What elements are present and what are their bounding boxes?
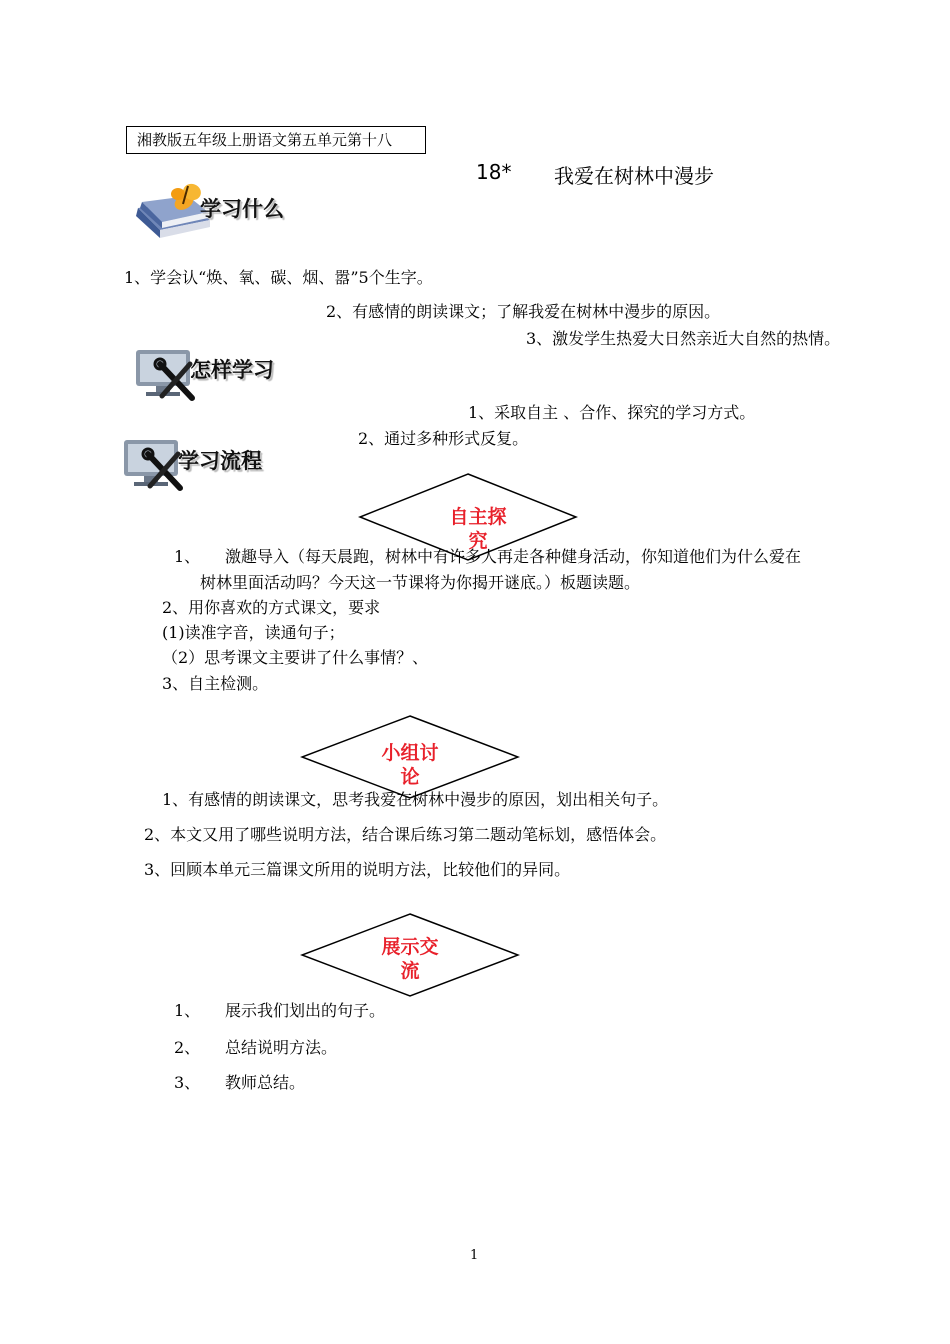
goal-3: 3、激发学生热爱大日然亲近大自然的热情。 (526, 329, 841, 348)
section-learning-flow: 学习流程 (178, 449, 262, 473)
method-1: 1、采取自主 、合作、探究的学习方式。 (468, 403, 756, 422)
lesson-title: 我爱在树林中漫步 (554, 164, 714, 188)
stage3-item-num: 2、 (174, 1038, 201, 1057)
stage2-item-1: 1、有感情的朗读课文，思考我爱在树林中漫步的原因，划出相关句子。 (162, 790, 669, 809)
section-how-to-learn: 怎样学习 (190, 358, 274, 382)
page-number: 1 (470, 1248, 479, 1263)
stage3-item-text: 展示我们划出的句子。 (225, 1001, 386, 1020)
stage3-item-text: 总结说明方法。 (225, 1038, 338, 1057)
lesson-number: 18* (476, 160, 512, 184)
goal-2: 2、有感情的朗读课文；了解我爱在树林中漫步的原因。 (326, 302, 721, 321)
stage1-item1-num: 1、 (174, 547, 201, 566)
goal-1: 1、学会认“焕、氧、碳、烟、嚣”5个生字。 (124, 268, 433, 287)
stage-1-label: 自主探 究 (449, 506, 507, 552)
stage1-item1-cont: 树林里面活动吗？今天这一节课将为你揭开谜底。）板题读题。 (200, 573, 641, 592)
stage1-item2b: （2）思考课文主要讲了什么事情？、 (162, 648, 429, 667)
stage-2-label: 小组讨 论 (381, 742, 439, 788)
unit-label: 湘教版五年级上册语文第五单元第十八 (126, 126, 426, 154)
stage1-item1-text: 激趣导入（每天晨跑，树林中有许多人再走各种健身活动，你知道他们为什么爱在 (225, 547, 802, 566)
stage3-item-text: 教师总结。 (225, 1073, 306, 1092)
stage-3-label: 展示交 流 (381, 936, 439, 982)
stage1-item3: 3、自主检测。 (162, 674, 269, 693)
stage2-item-3: 3、回顾本单元三篇课文所用的说明方法，比较他们的异同。 (144, 860, 571, 879)
stage1-item2a: (1)读准字音，读通句子； (162, 623, 345, 642)
stage1-item2: 2、用你喜欢的方式课文，要求 (162, 598, 381, 617)
method-2: 2、通过多种形式反复。 (358, 429, 529, 448)
stage3-item-num: 1、 (174, 1001, 201, 1020)
stage2-item-2: 2、本文又用了哪些说明方法，结合课后练习第二题动笔标划，感悟体会。 (144, 825, 667, 844)
stage3-item-num: 3、 (174, 1073, 201, 1092)
section-what-to-learn: 学习什么 (200, 197, 284, 221)
